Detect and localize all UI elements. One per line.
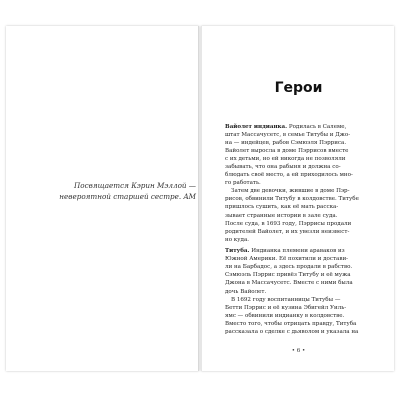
text-line: Южной Америки. Её похитили и достави- — [225, 256, 349, 263]
text-line: ли на Барбадос, а здесь продали в рабство. — [225, 264, 353, 271]
characters-text — [225, 123, 379, 336]
text-line: блюдать своё место, а ей приходилось мно- — [225, 172, 353, 179]
dedication-line: невероятной старшей сестре. AM — [59, 192, 196, 201]
text-line: дочь Вайолет. — [225, 288, 267, 295]
text-line: ямс — обвинили индианку в колдовстве. — [225, 312, 345, 319]
text-line: Вместо того, чтобы отрицать правду, Титуба — [225, 320, 357, 327]
text-line: го работать. — [225, 180, 261, 187]
left-page — [6, 26, 199, 371]
paragraph-violet — [225, 123, 379, 244]
text-line: Джона в Массачусетс. Вместе с ними была — [225, 280, 353, 287]
text-line: но куда. — [225, 236, 250, 243]
text-line: на — индейцев, рабов Сэмюэля Пэрриса. — [225, 140, 347, 147]
text-line: Титуба. Индианка племени араваков из — [225, 248, 345, 255]
text-line: забывать, что она рабыня и должна со- — [225, 164, 341, 171]
text-line: рассказала о сделке с дьяволом и указала на — [225, 328, 359, 335]
character-name: Вайолет индианка. — [225, 124, 288, 130]
text-line: Вайолет индианка. Родилась в Салеме, — [225, 124, 347, 130]
text-line: Затем две девочки, жившие в доме Пэр- — [231, 188, 350, 195]
text-line: пришлось сушить, как её мать расска- — [225, 204, 339, 211]
text-line: Бетти Пэррис и её кузина Эбигейл Уиль- — [225, 304, 347, 311]
page-number: • 6 • — [291, 348, 306, 354]
text-line: с их детьми, но ей никогда не позволяли — [225, 156, 346, 163]
dedication — [46, 180, 196, 202]
text-line: В 1692 году воспитанницы Титубы — — [231, 296, 341, 303]
text-line: зывает странные истории в зале суда. — [225, 212, 338, 219]
page-title: Герои — [274, 80, 323, 96]
text-line: После суда, в 1693 году, Пэррисы продали — [225, 220, 352, 227]
paragraph-tituba — [225, 247, 379, 336]
text-line: родителей Вайолет, и их увезли неизвест- — [225, 228, 350, 235]
text-line: Вайолет выросла в доме Пэррисов вместе — [225, 148, 349, 155]
character-name: Титуба. — [225, 248, 250, 255]
dedication-line: Посвящается Кэрин Мэллой — — [74, 181, 196, 190]
text-line: Сэмюэль Пэррис привёз Титубу и её мужа — [225, 272, 351, 279]
right-page — [201, 26, 394, 371]
text-line: штат Массачусетс, в семье Титубы и Джо- — [225, 132, 351, 139]
text-line: рисов, обвинили Титубу в колдовстве. Титубе — [225, 196, 359, 203]
